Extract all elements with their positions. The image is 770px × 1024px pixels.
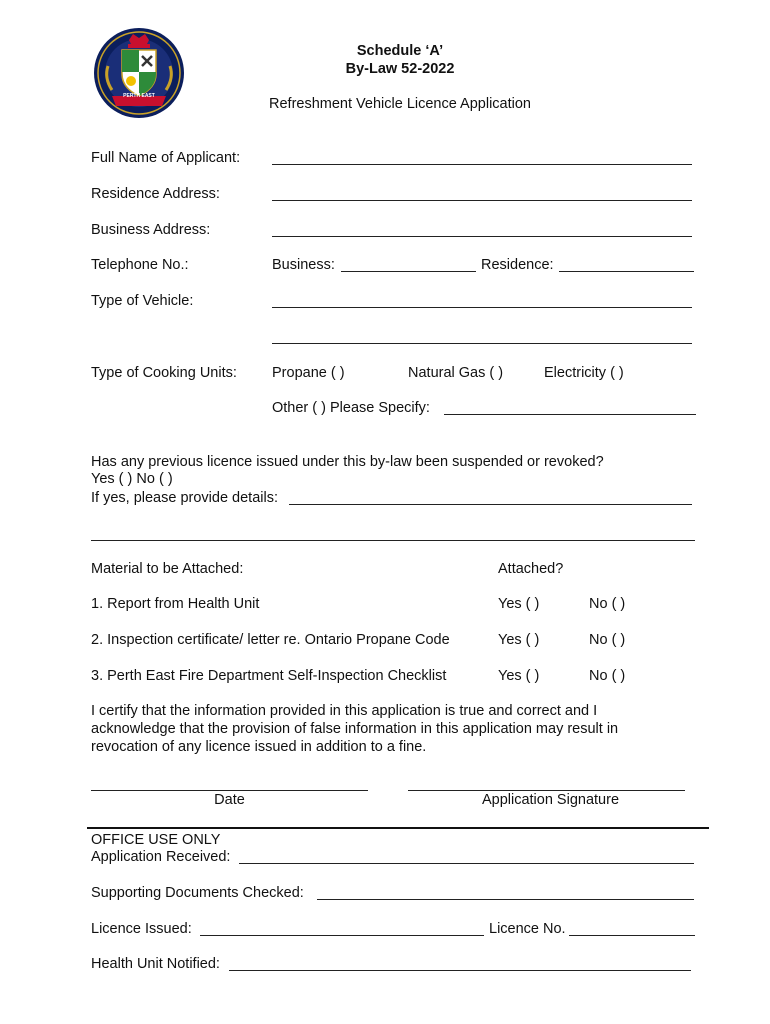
telephone-label: Telephone No.: xyxy=(91,257,189,273)
propane-option[interactable]: Propane ( ) xyxy=(272,365,345,381)
other-specify-field[interactable] xyxy=(444,414,696,415)
township-seal-logo xyxy=(92,26,186,120)
previous-licence-question: Has any previous licence issued under this by-law been suspended or revoked? xyxy=(91,454,604,470)
attached-header: Attached? xyxy=(498,561,564,577)
licence-number-field[interactable] xyxy=(569,935,695,936)
natural-gas-option[interactable]: Natural Gas ( ) xyxy=(408,365,504,381)
previous-details-label: If yes, please provide details: xyxy=(91,490,278,506)
form-title: Refreshment Vehicle Licence Application xyxy=(269,96,531,112)
telephone-business-label: Business: xyxy=(272,257,335,273)
full-name-field[interactable] xyxy=(272,164,692,165)
material-item-label: 3. Perth East Fire Department Self-Inspection Checklist xyxy=(91,668,447,684)
certification-text-line-1: I certify that the information provided in this application is true and correct and I xyxy=(91,703,598,719)
documents-checked-label: Supporting Documents Checked: xyxy=(91,885,304,901)
material-item-yes[interactable]: Yes ( ) xyxy=(498,596,540,612)
material-item-label: 2. Inspection certificate/ letter re. Ontario Propane Code xyxy=(91,632,450,648)
documents-checked-field[interactable] xyxy=(317,899,694,900)
residence-address-field[interactable] xyxy=(272,200,692,201)
health-unit-notified-label: Health Unit Notified: xyxy=(91,956,220,972)
business-address-label: Business Address: xyxy=(91,222,211,238)
vehicle-type-field-2[interactable] xyxy=(272,343,692,344)
previous-details-field-2[interactable] xyxy=(91,540,695,541)
certification-text-line-2: acknowledge that the provision of false information in this application may result in xyxy=(91,721,619,737)
certification-text-line-3: revocation of any licence issued in addition to a fine. xyxy=(91,739,427,755)
material-item-no[interactable]: No ( ) xyxy=(589,596,626,612)
application-received-field[interactable] xyxy=(239,863,694,864)
office-use-title: OFFICE USE ONLY xyxy=(91,832,221,848)
office-divider xyxy=(87,827,709,829)
material-item-label: 1. Report from Health Unit xyxy=(91,596,260,612)
vehicle-type-label: Type of Vehicle: xyxy=(91,293,194,309)
material-item-yes[interactable]: Yes ( ) xyxy=(498,668,540,684)
materials-header: Material to be Attached: xyxy=(91,561,244,577)
electricity-option[interactable]: Electricity ( ) xyxy=(544,365,624,381)
previous-licence-yes-no[interactable]: Yes ( ) No ( ) xyxy=(91,471,173,487)
business-address-field[interactable] xyxy=(272,236,692,237)
application-received-label: Application Received: xyxy=(91,849,231,865)
date-label: Date xyxy=(214,792,245,808)
signature-label: Application Signature xyxy=(481,792,620,808)
schedule-heading: Schedule ‘A’ xyxy=(356,43,444,59)
cooking-units-label: Type of Cooking Units: xyxy=(91,365,237,381)
telephone-residence-label: Residence: xyxy=(481,257,554,273)
bylaw-heading: By-Law 52-2022 xyxy=(345,61,455,77)
telephone-business-field[interactable] xyxy=(341,271,476,272)
material-item-yes[interactable]: Yes ( ) xyxy=(498,632,540,648)
residence-address-label: Residence Address: xyxy=(91,186,220,202)
licence-number-label: Licence No. xyxy=(489,921,566,937)
telephone-residence-field[interactable] xyxy=(559,271,694,272)
seal-text: PERTH EAST xyxy=(123,93,155,99)
health-unit-notified-field[interactable] xyxy=(229,970,691,971)
other-option[interactable]: Other ( ) Please Specify: xyxy=(272,400,430,416)
date-field[interactable] xyxy=(91,790,368,791)
material-item-no[interactable]: No ( ) xyxy=(589,668,626,684)
material-item-no[interactable]: No ( ) xyxy=(589,632,626,648)
licence-issued-field[interactable] xyxy=(200,935,484,936)
signature-field[interactable] xyxy=(408,790,685,791)
vehicle-type-field[interactable] xyxy=(272,307,692,308)
full-name-label: Full Name of Applicant: xyxy=(91,150,241,166)
licence-issued-label: Licence Issued: xyxy=(91,921,192,937)
previous-details-field[interactable] xyxy=(289,504,692,505)
